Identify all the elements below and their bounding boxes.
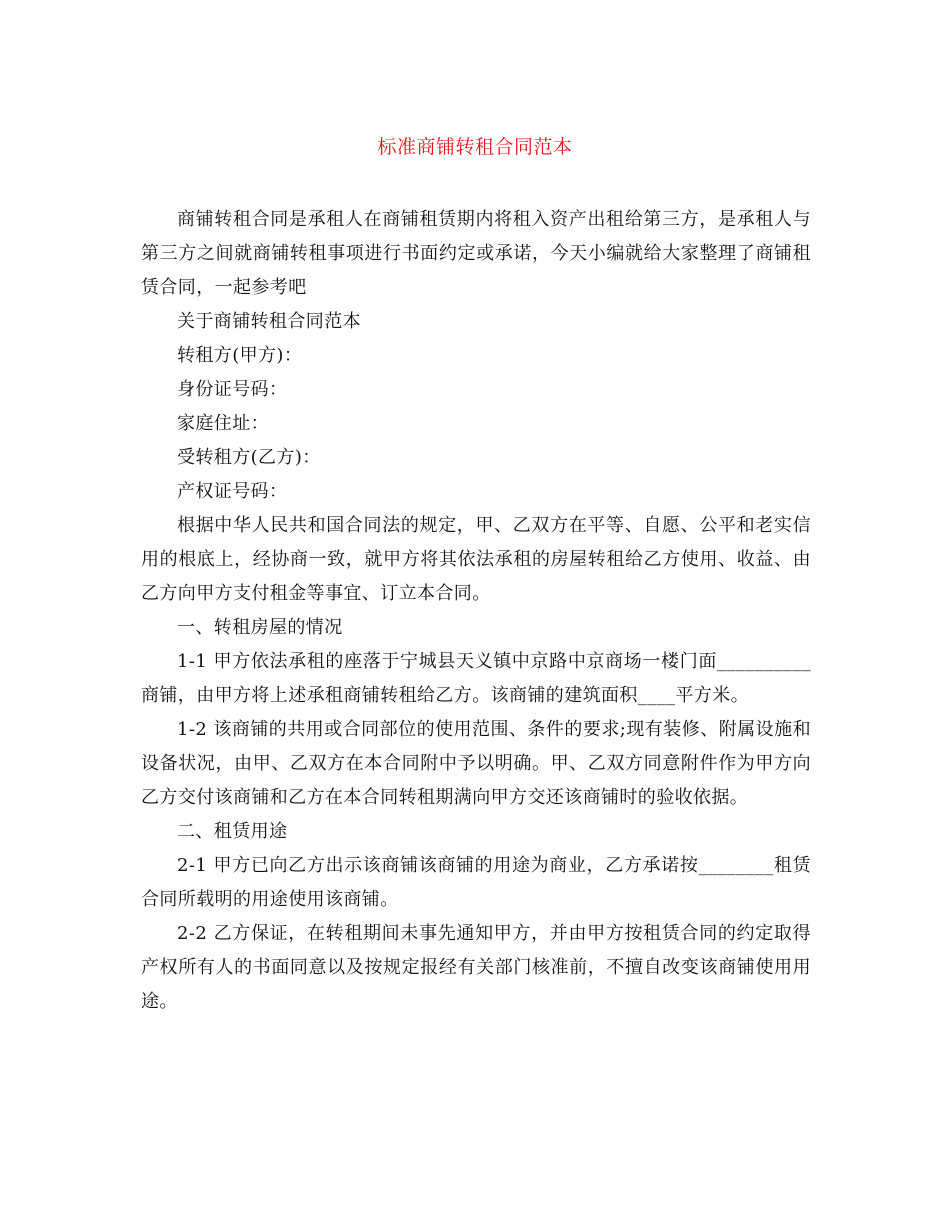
document-body — [141, 203, 811, 1019]
section-heading: 一、转租房屋的情况 — [177, 617, 343, 638]
clause-paragraph: 1-1 甲方依法承租的座落于宁城县天义镇中京路中京商场一楼门面__________商铺，由甲方将上述承租商铺转租给乙方。该商铺的建筑面积____平方米。 — [141, 651, 811, 706]
clause-paragraph: 2-1 甲方已向乙方出示该商铺该商铺的用途为商业，乙方承诺按________租赁合同所载明的用途使用该商铺。 — [141, 855, 811, 910]
field-label: 家庭住址： — [177, 413, 269, 434]
section-heading: 二、租赁用途 — [177, 821, 288, 842]
preamble-paragraph: 根据中华人民共和国合同法的规定，甲、乙双方在平等、自愿、公平和老实信用的根底上，经协商一致，就甲方将其依法承租的房屋转租给乙方使用、收益、由乙方向甲方支付租金等事宜、订立本合同。 — [141, 515, 811, 604]
clause-paragraph: 2-2 乙方保证，在转租期间未事先通知甲方，并由甲方按租赁合同的约定取得产权所有人的书面同意以及按规定报经有关部门核准前，不擅自改变该商铺使用用途。 — [141, 923, 811, 1012]
clause-paragraph: 1-2 该商铺的共用或合同部位的使用范围、条件的要求;现有装修、附属设施和设备状况，由甲、乙双方在本合同附中予以明确。甲、乙双方同意附件作为甲方向乙方交付该商铺和乙方在本合同转租期满向甲方交还该商铺时的验收依据。 — [141, 719, 811, 808]
field-label: 身份证号码： — [177, 379, 288, 400]
field-label: 受转租方(乙方)： — [177, 447, 321, 468]
document-title: 标准商铺转租合同范本 — [377, 136, 573, 158]
field-label: 转租方(甲方)： — [177, 345, 303, 366]
intro-paragraph: 商铺转租合同是承租人在商铺租赁期内将租入资产出租给第三方，是承租人与第三方之间就商铺转租事项进行书面约定或承诺，今天小编就给大家整理了商铺租赁合同，一起参考吧 — [141, 209, 811, 298]
section-heading: 关于商铺转租合同范本 — [177, 311, 361, 332]
field-label: 产权证号码： — [177, 481, 288, 502]
